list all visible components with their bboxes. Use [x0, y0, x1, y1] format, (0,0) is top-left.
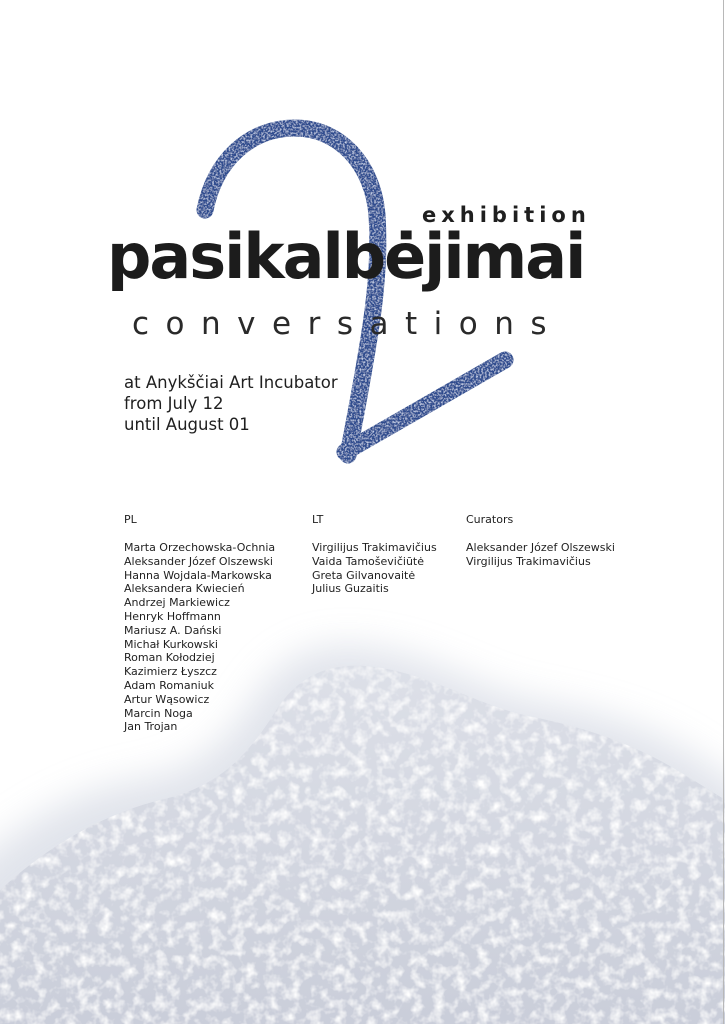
curators-column: [466, 513, 615, 569]
list-item: Andrzej Markiewicz: [124, 596, 230, 610]
venue-start-date: from July 12: [124, 394, 224, 413]
list-item: Aleksander Józef Olszewski: [124, 554, 273, 568]
artists-pl-column: [124, 513, 275, 734]
list-item: Jan Trojan: [124, 720, 178, 734]
venue-info: [124, 372, 338, 435]
list-item: Aleksander Józef Olszewski: [466, 541, 615, 554]
curators-heading: Curators: [466, 513, 514, 526]
artists-lt-column: [312, 513, 437, 596]
list-item: Roman Kołodziej: [124, 651, 215, 665]
list-item: Marta Orzechowska-Ochnia: [124, 541, 276, 554]
curators-list: [466, 541, 615, 569]
list-item: Vaida Tamoševičiūtė: [312, 554, 424, 568]
exhibition-label: exhibition: [422, 203, 591, 227]
list-item: Artur Wąsowicz: [124, 692, 210, 706]
exhibition-title: pasikalbėjimai: [107, 220, 585, 293]
list-item: Virgilijus Trakimavičius: [312, 541, 437, 554]
list-item: Greta Gilvanovaitė: [312, 568, 416, 582]
list-item: Adam Romaniuk: [124, 678, 214, 692]
list-item: Marcin Noga: [124, 706, 193, 720]
list-item: Kazimierz Łyszcz: [124, 665, 217, 679]
artists-pl-heading: PL: [124, 513, 137, 526]
artists-lt-heading: LT: [312, 513, 324, 526]
list-item: Virgilijus Trakimavičius: [466, 554, 591, 568]
venue-end-date: until August 01: [124, 415, 250, 434]
artists-lt-list: [312, 541, 437, 596]
artists-pl-list: [124, 541, 275, 734]
list-item: Mariusz A. Dański: [124, 623, 222, 637]
venue-location: at Anykščiai Art Incubator: [124, 373, 338, 392]
list-item: Michał Kurkowski: [124, 637, 218, 651]
list-item: Henryk Hoffmann: [124, 609, 221, 623]
exhibition-subtitle: conversations: [132, 306, 564, 342]
list-item: Hanna Wojdala-Markowska: [124, 568, 272, 582]
list-item: Aleksandera Kwiecień: [124, 582, 245, 596]
page-edge-divider: [723, 0, 724, 1024]
list-item: Julius Guzaitis: [312, 582, 389, 596]
